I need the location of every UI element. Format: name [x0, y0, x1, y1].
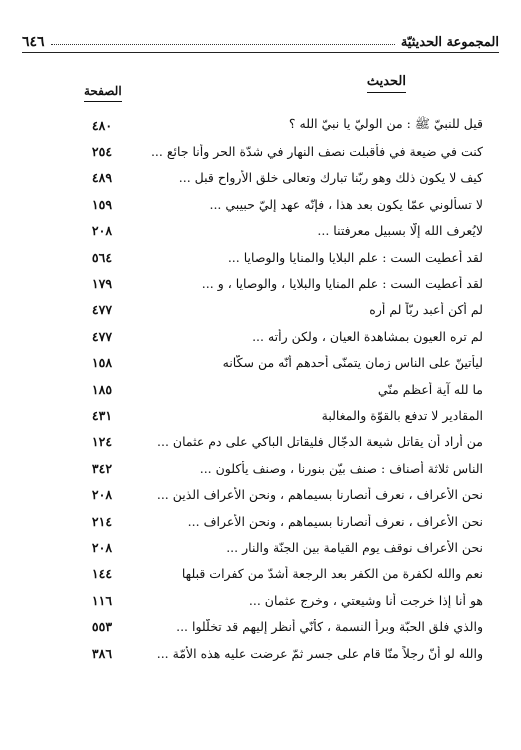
hadith-text: والله لو أنّ رجلاً منّا قام على جسر ثمّ عرضت عليه هذه الأُمّة ... — [156, 645, 483, 661]
hadith-text: ما لله آية أعظم منّي — [377, 381, 483, 397]
index-entries — [70, 112, 483, 666]
index-entry — [70, 429, 483, 455]
index-entry — [70, 587, 483, 613]
index-entry — [70, 455, 483, 481]
page-reference: ٤٧٧ — [91, 328, 113, 344]
hadith-text: لم تره العيون بمشاهدة العيان ، ولكن رأته ... — [252, 328, 483, 344]
index-entry — [70, 561, 483, 587]
hadith-text: نحن الأعراف ، نعرف أنصارنا بسيماهم ، ونحن الأعراف الذين ... — [156, 487, 483, 503]
hadith-column-heading: الحديث — [367, 74, 406, 93]
hadith-text: لم أكن أعبد ربّاً لم أره — [369, 302, 483, 318]
page-reference: ١٧٩ — [91, 276, 113, 292]
index-entry — [70, 323, 483, 349]
index-entry — [70, 481, 483, 507]
index-entry — [70, 191, 483, 217]
index-entry — [70, 138, 483, 164]
running-header — [22, 28, 499, 50]
page-reference: ٢٠٨ — [91, 223, 113, 239]
hadith-text: هو أنا إذا خرجت أنا وشيعتي ، وخرج عثمان ... — [248, 592, 483, 608]
hadith-text: نعم والله لكفرة من الكفر بعد الرجعة أشدّ من كفرات قبلها — [181, 566, 483, 582]
index-entry — [70, 350, 483, 376]
index-entry — [70, 534, 483, 560]
index-entry — [70, 376, 483, 402]
hadith-text: كنت في ضيعة في فأقبلت نصف النهار في شدّة الحر وأنا جائع ... — [150, 144, 483, 160]
page-reference: ٢١٤ — [91, 513, 113, 529]
page-reference: ١٤٤ — [91, 566, 113, 582]
page-reference: ٣٨٦ — [91, 645, 113, 661]
index-entry — [70, 112, 483, 138]
page-reference: ١٥٨ — [91, 355, 113, 371]
index-entry — [70, 613, 483, 639]
index-entry — [70, 508, 483, 534]
page-reference: ٥٦٤ — [91, 249, 113, 265]
index-entry — [70, 402, 483, 428]
hadith-text: لقد أُعطيت الست : علم المنايا والبلايا ، والوصايا ، و ... — [201, 276, 483, 292]
page-column-heading: الصفحة — [84, 84, 122, 102]
hadith-text: قيل للنبيّ ﷺ : من الوليّ يا نبيّ الله ؟ — [288, 115, 483, 131]
hadith-text: نحن الأعراف نوقف يوم القيامة بين الجنّة والنار ... — [226, 539, 483, 555]
page-reference: ٢٥٤ — [91, 144, 113, 160]
header-divider — [22, 52, 499, 53]
index-entry — [70, 640, 483, 666]
header-dot-leader — [51, 44, 395, 45]
hadith-text: كيف لا يكون ذلك وهو ربّنا تبارك وتعالى خلق الأرواح قبل ... — [178, 170, 483, 186]
index-entry — [70, 297, 483, 323]
hadith-text: لقد أُعطيت الست : علم البلايا والمنايا والوصايا ... — [227, 249, 483, 265]
page-reference: ١٥٩ — [91, 196, 113, 212]
page-reference: ٤٨٠ — [91, 117, 113, 133]
hadith-text: المقادير لا تدفع بالقوّة والمغالبة — [321, 407, 483, 423]
page-reference: ٢٠٨ — [91, 487, 113, 503]
hadith-text: نحن الأعراف ، نعرف أنصارنا بسيماهم ، ونحن الأعراف ... — [187, 513, 483, 529]
page-reference: ٤٣١ — [91, 407, 113, 423]
index-entry — [70, 244, 483, 270]
page-number: ٦٤٦ — [22, 34, 45, 50]
index-entry — [70, 165, 483, 191]
index-entry — [70, 218, 483, 244]
hadith-text: من أراد أن يقاتل شيعة الدجّال فليقاتل الباكي على دم عثمان ... — [157, 434, 483, 450]
page-reference: ١٢٤ — [91, 434, 113, 450]
page-reference: ٣٤٢ — [91, 460, 113, 476]
running-title: المجموعة الحديثيّة — [400, 35, 499, 50]
hadith-text: ليأتينّ على الناس زمان يتمنّى أحدهم أنّه من سكّانه — [222, 355, 483, 371]
page-reference: ١٨٥ — [91, 381, 113, 397]
hadith-text: لايُعرف الله إلّا بسبيل معرفتنا ... — [317, 223, 483, 239]
hadith-text: والذي فلق الحبّة وبرأ النسمة ، كأنّي أنظر إليهم قد تخلّلوا ... — [176, 619, 483, 635]
page-reference: ١١٦ — [91, 592, 113, 608]
page-reference: ٢٠٨ — [91, 539, 113, 555]
index-entry — [70, 270, 483, 296]
hadith-text: لا تسألوني عمّا يكون بعد هذا ، فإنّه عهد إليّ حبيبي ... — [209, 196, 483, 212]
page-reference: ٤٧٧ — [91, 302, 113, 318]
hadith-text: الناس ثلاثة أصناف : صنف بيّن بنورنا ، وصنف يأكلون ... — [199, 460, 483, 476]
page-reference: ٥٥٣ — [91, 619, 113, 635]
page-reference: ٤٨٩ — [91, 170, 113, 186]
